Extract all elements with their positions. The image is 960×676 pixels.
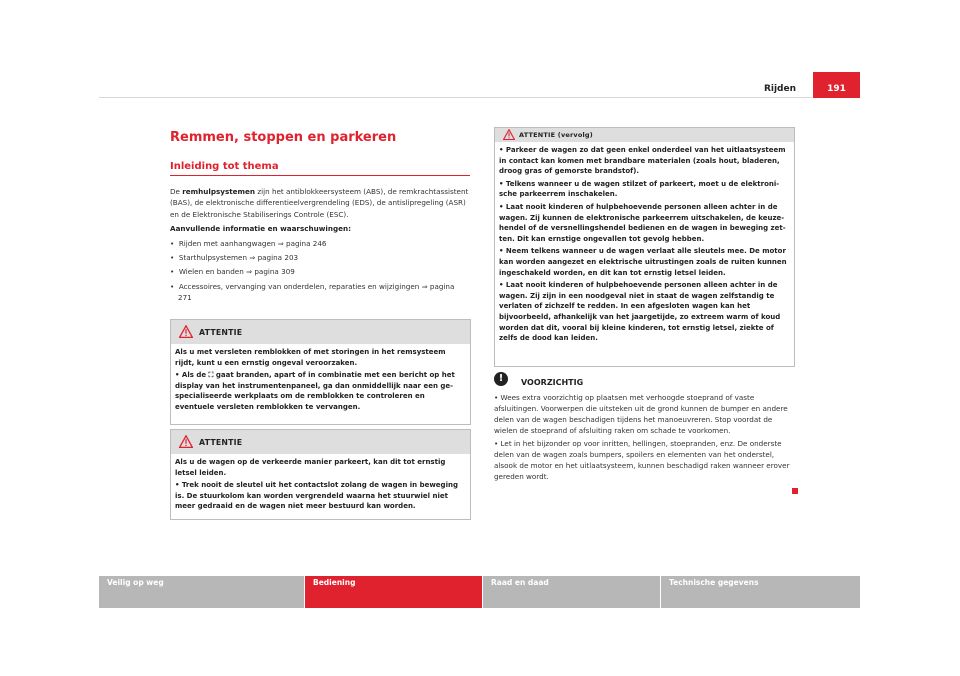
page-number: 191 [827,84,846,94]
footer-tab-veilig-op-weg[interactable] [99,576,304,608]
warning-box [170,429,471,520]
page-title: Remmen, stoppen en parkeren [170,130,397,145]
warning-box-continued [494,127,795,367]
more-info-label: Aanvullende informatie en waarschuwingen: [170,224,351,234]
warning-header [171,430,470,454]
footer-tab-label: Technische gegevens [669,578,759,587]
warning-body: Als u de wagen op de verkeerde manier parkeert, kan dit tot ernstig letsel leiden. • Trek nooit de sleutel uit het contactslot zolang de wagen in beweging is. De stuurkolom kan worden vergrendeld waarna het stuurwiel niet meer gedraaid en de wagen niet meer bestuurd kan worden. [175,458,458,511]
footer-tab-label: Raad en daad [491,578,549,587]
header-rule [99,97,812,98]
reference-item[interactable]: • Rijden met aanhangwagen ⇒ pagina 246 [170,238,327,248]
footer-tab-bediening[interactable] [305,576,482,608]
warning-triangle-icon [503,129,515,140]
warning-title: ATTENTIE (vervolg) [519,131,593,139]
warning-body: • Parkeer de wagen zo dat geen enkel onderdeel van het uitlaatsysteem in contact kan komen met brandbare materialen (zoals hout, bladeren, droog gras of gemorste brandstof). • Telkens wanneer u de wagen stilzet of parkeert, moet u de elektronische parkeerrem inschakelen. • Laat nooit kinderen of hulpbehoevende personen alleen achter in de wagen. Zij kunnen de elektronische parkeerrem uitschakelen, de keuzehendel of de versnellingshendel bedienen en de wagen in beweging zetten. Dit kan ernstige ongevallen tot gevolg hebben. • Neem telkens wanneer u de wagen verlaat alle sleutels mee. De motor kan worden aangezet en elektrische uitrustingen zoals de ruiten kunnen ingeschakeld worden, en dit kan tot ernstig letsel leiden. • Laat nooit kinderen of hulpbehoevende personen alleen achter in de wagen. Zij zijn in een noodgeval niet in staat de wagen zelfstandig te verlaten of zichzelf te redden. In een afgesloten wagen kan het bijvoorbeeld, afhankelijk van het jaargetijde, zo extreem warm of koud worden dat dit, vooral bij kleine kinderen, tot ernstig letsel, ziekte of zelfs de dood kan leiden. [499,146,787,343]
section-title: Rijden [763,84,796,94]
footer-tab-raad-en-daad[interactable] [483,576,660,608]
warning-header [495,128,794,142]
reference-item[interactable]: • Accessoires, vervanging van onderdelen, reparaties en wijzigingen ⇒ pagina 271 [170,281,455,303]
intro-paragraph: De remhulpsystemen zijn het antiblokkeersysteem (ABS), de remkrachtassistent (BAS), de elektronische differentieelvergrendeling (EDS), de antislipregeling (ASR) en de Elektronische Stabiliserings Controle (ESC). [170,187,469,219]
subtitle-rule [170,175,470,176]
caution-icon: ! [494,372,508,386]
reference-item[interactable]: • Starthulpsystemen ⇒ pagina 203 [170,253,299,263]
footer-tab-label: Bediening [313,578,356,587]
warning-header [171,320,470,344]
warning-title: ATTENTIE [199,438,243,447]
warning-title: ATTENTIE [199,328,243,337]
caution-title: VOORZICHTIG [521,378,584,387]
footer-tab-label: Veilig op weg [107,578,164,587]
warning-box [170,319,471,425]
intro-text [170,186,470,307]
warning-triangle-icon [179,435,193,448]
warning-body: Als u met versleten remblokken of met storingen in het remsysteem rijdt, kunt u een ernstig ongeval veroorzaken. • Als de ⛶ gaat branden, apart of in combinatie met een bericht op het display van het instrumentenpaneel, ga dan onmiddellijk naar een gespecialiseerde werkplaats om de remblokken te controleren en eventuele versleten remblokken te vervangen. [175,348,455,411]
section-end-marker [792,488,798,494]
reference-item[interactable]: • Wielen en banden ⇒ pagina 309 [170,267,295,277]
intro-lead-bold: remhulpsystemen [182,187,256,196]
section-subtitle: Inleiding tot thema [170,161,279,172]
footer-tab-technische-gegevens[interactable] [661,576,860,608]
caution-body: • Wees extra voorzichtig op plaatsen met verhoogde stoeprand of vaste afsluitingen. Voorwerpen die uitsteken uit de grond kunnen de bumper en andere delen van de wagen beschadigen tijdens het manoeuvreren. Stop voordat de wielen de stoeprand of afsluiting raken om schade te voorkomen. • Let in het bijzonder op voor inritten, hellingen, stoepranden, enz. De onderste delen van de wagen zoals bumpers, spoilers en elementen van het onderstel, alsook de motor en het uitlaatsysteem, kunnen beschadigd raken wanneer erover gereden wordt. [494,393,790,481]
warning-triangle-icon [179,325,193,338]
